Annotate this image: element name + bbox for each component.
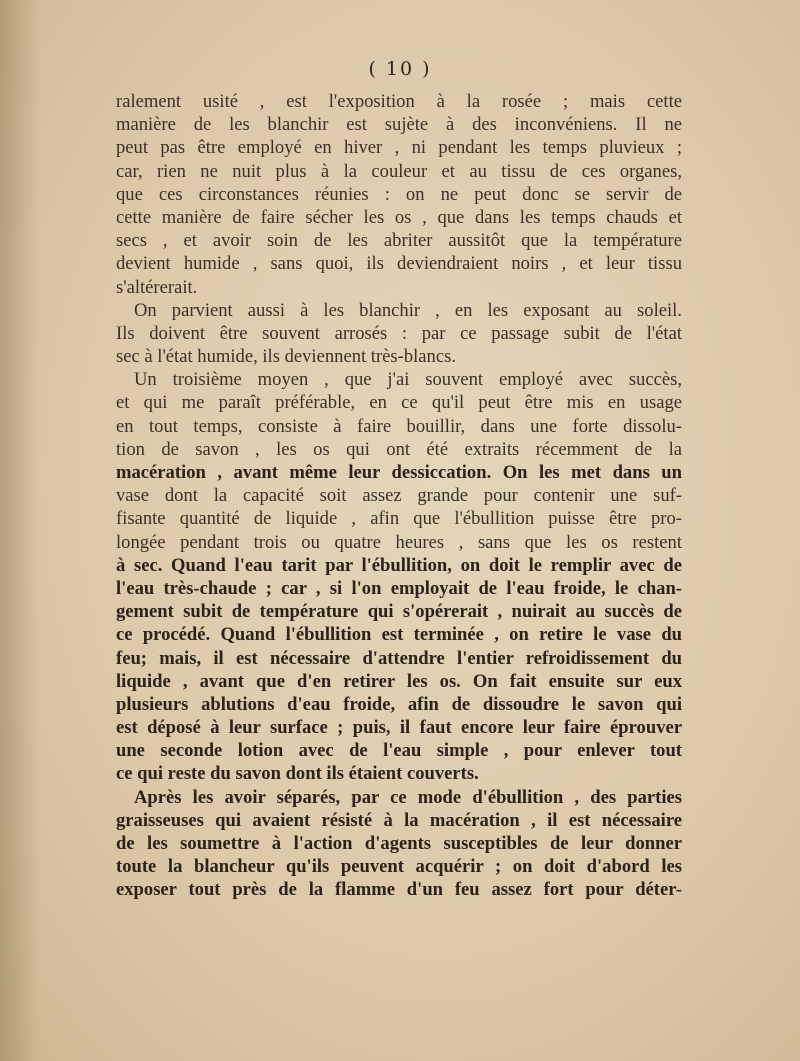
text-line: cette manière de faire sécher les os , que dans les temps chauds et — [116, 206, 682, 228]
text-line: de les soumettre à l'action d'agents susceptibles de leur donner — [116, 833, 682, 854]
text-line: Ils doivent être souvent arrosés : par ce passage subit de l'état — [116, 322, 682, 344]
text-line: à sec. Quand l'eau tarit par l'ébullition, on doit le remplir avec de — [116, 554, 682, 576]
text-line: secs , et avoir soin de les abriter aussitôt que la température — [116, 230, 682, 252]
text-line: liquide , avant que d'en retirer les os. On fait ensuite sur eux — [116, 670, 682, 692]
text-line: On parvient aussi à les blanchir , en les exposant au soleil. — [134, 299, 682, 321]
text-line: car, rien ne nuit plus à la couleur et au tissu de ces organes, — [116, 160, 682, 182]
text-line: Un troisième moyen , que j'ai souvent employé avec succès, — [134, 369, 682, 391]
text-line: graisseuses qui avaient résisté à la macération , il est nécessaire — [116, 809, 682, 831]
text-line: manière de les blanchir est sujète à des inconvéniens. Il ne — [116, 114, 682, 136]
text-line: ce qui reste du savon dont ils étaient couverts. — [116, 763, 479, 785]
text-line: macération , avant même leur dessiccation. On les met dans un — [116, 462, 682, 483]
page-gutter-shadow — [0, 0, 40, 1061]
text-line: toute la blancheur qu'ils peuvent acquérir ; on doit d'abord les — [116, 856, 682, 878]
text-line: que ces circonstances réunies : on ne peut donc se servir de — [116, 183, 682, 205]
text-line: peut pas être employé en hiver , ni pendant les temps pluvieux ; — [116, 137, 682, 159]
page-number: ( 10 ) — [368, 58, 432, 80]
text-line: gement subit de température qui s'opérerait , nuirait au succès de — [116, 601, 682, 623]
text-line: et qui me paraît préférable, en ce qu'il peut être mis en usage — [116, 392, 682, 414]
text-line: tion de savon , les os qui ont été extraits récemment de la — [116, 438, 682, 460]
text-line: exposer tout près de la flamme d'un feu assez fort pour déter- — [116, 879, 682, 901]
text-line: devient humide , sans quoi, ils deviendraient noirs , et leur tissu — [116, 253, 682, 275]
text-line: plusieurs ablutions d'eau froide, afin de dissoudre le savon qui — [116, 693, 682, 715]
text-line: feu; mais, il est nécessaire d'attendre l'entier refroidissement du — [116, 647, 682, 669]
text-line: ralement usité , est l'exposition à la rosée ; mais cette — [116, 91, 682, 112]
text-line: en tout temps, consiste à faire bouillir, dans une forte dissolu- — [116, 415, 682, 437]
body-text — [116, 90, 682, 902]
text-line: l'eau très-chaude ; car , si l'on employait de l'eau froide, le chan- — [116, 577, 682, 599]
text-line: Après les avoir séparés, par ce mode d'ébullition , des parties — [134, 786, 682, 808]
text-line: est déposé à leur surface ; puis, il faut encore leur faire éprouver — [116, 717, 682, 739]
text-line: ce procédé. Quand l'ébullition est terminée , on retire le vase du — [116, 624, 682, 646]
text-line: vase dont la capacité soit assez grande pour contenir une suf- — [116, 485, 682, 507]
text-line: sec à l'état humide, ils deviennent très-blancs. — [116, 346, 456, 368]
text-line: s'altérerait. — [116, 276, 198, 298]
text-line: une seconde lotion avec de l'eau simple , pour enlever tout — [116, 740, 682, 762]
text-line: longée pendant trois ou quatre heures , sans que les os restent — [116, 531, 682, 553]
text-line: fisante quantité de liquide , afin que l'ébullition puisse être pro- — [116, 508, 682, 530]
